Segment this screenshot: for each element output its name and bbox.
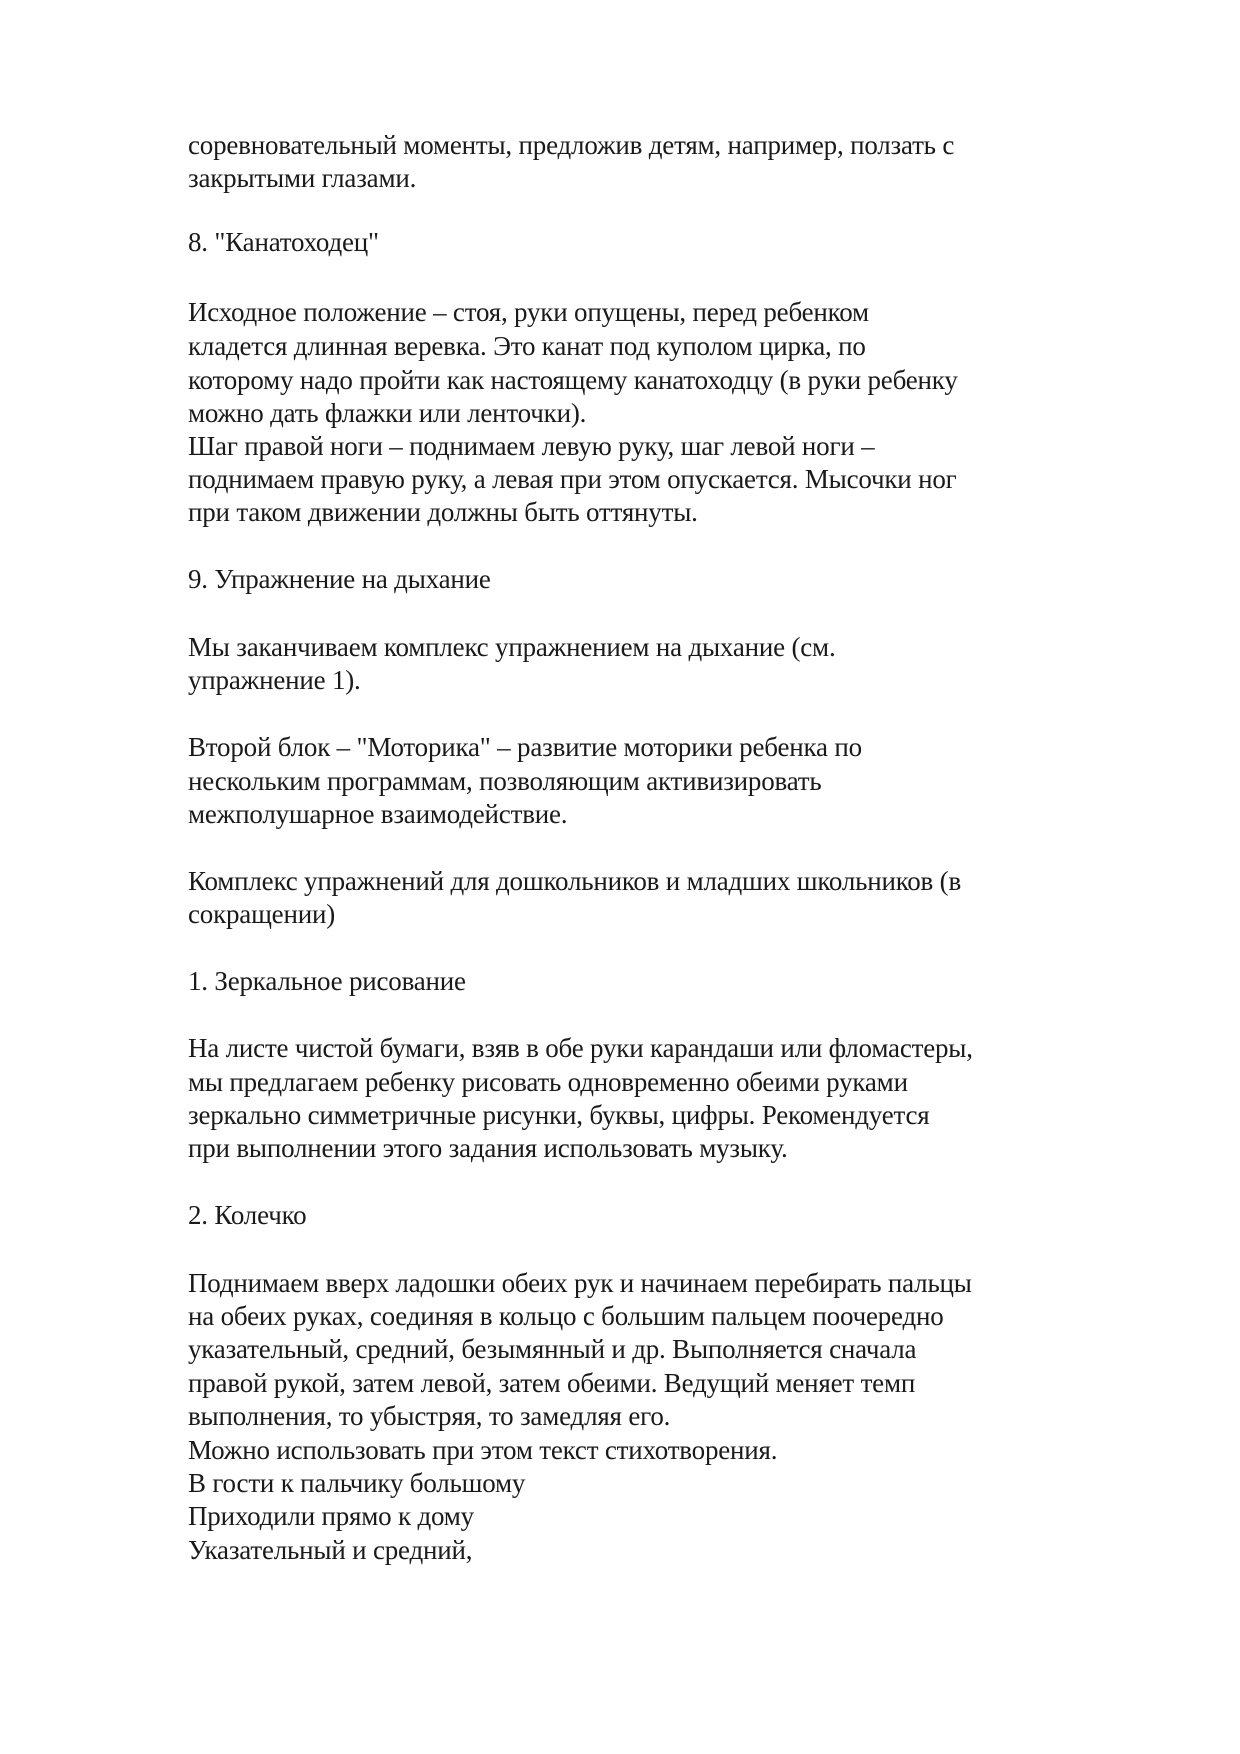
- text-line: В гости к пальчику большому: [188, 1468, 526, 1498]
- text-line: 1. Зеркальное рисование: [188, 966, 466, 996]
- text-line: выполнения, то убыстряя, то замедляя его.: [188, 1401, 671, 1431]
- text-line: при таком движении должны быть оттянуты.: [188, 497, 698, 527]
- text-line: 2. Колечко: [188, 1200, 307, 1230]
- text-line: 9. Упражнение на дыхание: [188, 564, 491, 594]
- text-line: сокращении): [188, 899, 335, 929]
- text-line: упражнение 1).: [188, 665, 361, 695]
- text-line: при выполнении этого задания использовать музыку.: [188, 1133, 788, 1163]
- text-line: на обеих руках, соединяя в кольцо с большим пальцем поочередно: [188, 1301, 944, 1331]
- text-line: указательный, средний, безымянный и др. Выполняется сначала: [188, 1334, 917, 1364]
- text-line: Поднимаем вверх ладошки обеих рук и начинаем перебирать пальцы: [188, 1268, 972, 1298]
- text-line: которому надо пройти как настоящему канатоходцу (в руки ребенку: [188, 365, 958, 395]
- text-line: кладется длинная веревка. Это канат под куполом цирка, по: [188, 331, 866, 361]
- text-line: закрытыми глазами.: [188, 163, 417, 193]
- text-line: зеркально симметричные рисунки, буквы, цифры. Рекомендуется: [188, 1100, 930, 1130]
- text-line: 8. "Канатоходец": [188, 227, 379, 257]
- text-line: мы предлагаем ребенку рисовать одновременно обеими руками: [188, 1067, 908, 1097]
- text-line: Указательный и средний,: [188, 1535, 473, 1565]
- text-line: нескольким программам, позволяющим активизировать: [188, 766, 822, 796]
- text-line: Исходное положение – стоя, руки опущены, перед ребенком: [188, 297, 869, 327]
- text-line: можно дать флажки или ленточки).: [188, 398, 587, 428]
- text-line: межполушарное взаимодействие.: [188, 799, 568, 829]
- text-line: Второй блок – "Моторика" – развитие моторики ребенка по: [188, 732, 862, 762]
- text-line: правой рукой, затем левой, затем обеими. Ведущий меняет темп: [188, 1368, 916, 1398]
- text-line: Можно использовать при этом текст стихотворения.: [188, 1435, 778, 1465]
- text-line: На листе чистой бумаги, взяв в обе руки карандаши или фломастеры,: [188, 1033, 973, 1063]
- text-line: соревновательный моменты, предложив детям, например, ползать с: [188, 130, 955, 160]
- text-line: Комплекс упражнений для дошкольников и младших школьников (в: [188, 866, 961, 896]
- text-line: Приходили прямо к дому: [188, 1501, 474, 1531]
- text-line: поднимаем правую руку, а левая при этом опускается. Мысочки ног: [188, 464, 957, 494]
- text-line: Шаг правой ноги – поднимаем левую руку, шаг левой ноги –: [188, 431, 875, 461]
- text-line: Мы заканчиваем комплекс упражнением на дыхание (см.: [188, 632, 836, 662]
